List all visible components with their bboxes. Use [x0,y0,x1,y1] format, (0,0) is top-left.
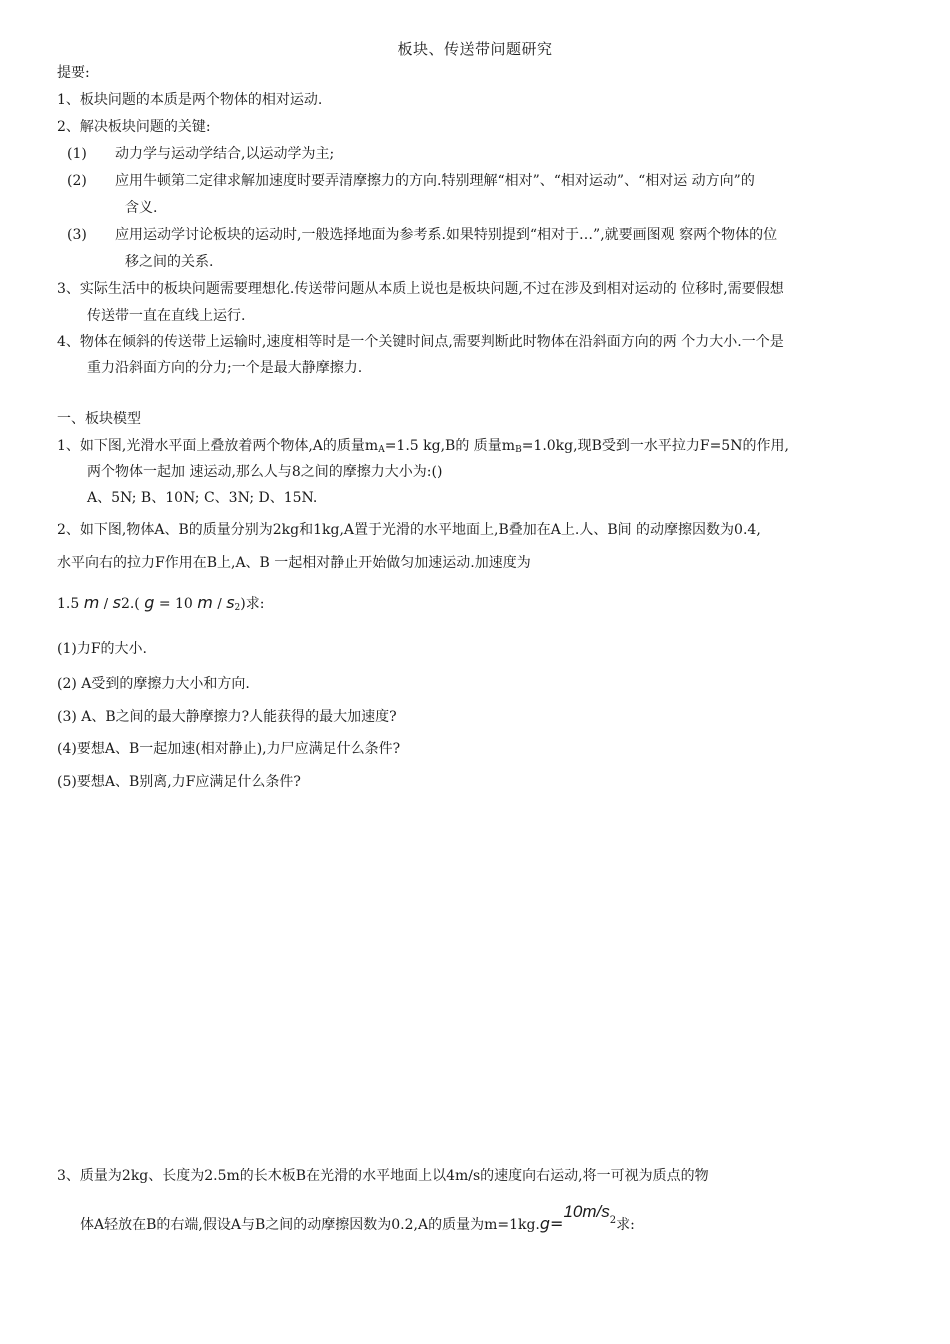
question-2-ask: )求: [240,596,265,612]
acceleration-value: 1.5 [57,596,80,612]
key-item-3 [67,226,777,244]
question-3-continued [80,1202,635,1236]
document-title: 板块、传送带问题研究 [397,40,553,58]
question-3-gravity-exponent: 2 [609,1215,617,1226]
question-3: 3、质量为2kg、长度为2.5m的长木板B在光滑的水平地面上以4m/s的速度向右运动,将一可视为质点的物 [57,1168,709,1184]
question-2-continued: 水平向右的拉力F作用在B上,A、B 一起相对静止开始做匀加速运动.加速度为 [57,555,531,571]
key-item-3-text: 应用运动学讨论板块的运动时,一般选择地面为参考系.如果特别提到“相对于…”,就要画图观 察两个物体的位 [115,227,778,243]
question-1-continued: 两个物体一起加 速运动,那么人与8之间的摩擦力大小为:() [87,464,443,480]
key-item-1 [67,145,334,163]
sub-question-1: (1)力F的大小. [57,641,147,657]
question-3-gravity-symbol: g= [539,1214,564,1233]
unit-slash: / [103,597,109,612]
sub-question-3: (3) A、B之间的最大静摩擦力?人能获得的最大加速度? [57,709,397,725]
question-2-acceleration [57,592,264,619]
summary-point-4-continued: 重力沿斜面方向的分力;一个是最大静摩擦力. [87,360,363,376]
summary-point-3-continued: 传送带一直在直线上运行. [87,308,246,324]
gravity-value: = 10 [158,596,193,612]
key-item-1-text: 动力学与运动学结合,以运动学为主; [115,146,335,162]
key-item-2-continued: 含义. [125,200,158,216]
unit-m: m [83,593,100,612]
question-1-options: A、5N; B、10N; C、3N; D、15N. [87,490,318,506]
question-1-subscript-a: A [378,445,385,455]
gravity-unit-exponent: 2 [234,603,241,613]
question-1-subscript-b: B [515,445,522,455]
question-1 [57,437,789,459]
sub-question-5: (5)要想A、B别离,力F应满足什么条件? [57,774,301,790]
gravity-unit-s: s [226,593,235,612]
gravity-unit-slash: / [217,597,222,612]
gravity-unit-m: m [197,593,213,612]
key-item-3-number: (3) [67,227,87,243]
unit-exponent: 2.( [120,596,140,612]
summary-label: 提要: [57,65,90,81]
question-1-part-c: =1.0kg,现B受到一水平拉力F=5N的作用, [521,438,789,454]
question-2: 2、如下图,物体A、B的质量分别为2kg和1kg,A置于光滑的水平地面上,B叠加在A上.人、B间 的动摩擦因数为0.4, [57,522,761,538]
summary-point-2: 2、解决板块问题的关键: [57,119,211,135]
question-1-part-b: =1.5 kg,B的 质量m [384,438,516,454]
question-3-text: 体A轻放在B的右端,假设A与B之间的动摩擦因数为0.2,A的质量为m=1kg. [80,1217,540,1233]
sub-question-4: (4)要想A、B一起加速(相对静止),力尸应满足什么条件? [57,741,401,757]
question-3-ask: 求: [616,1217,635,1233]
summary-point-3: 3、实际生活中的板块问题需要理想化.传送带问题从本质上说也是板块问题,不过在涉及到相对运动的 位移时,需要假想 [57,281,784,297]
unit-s: s [112,593,121,612]
question-1-part-a: 1、如下图,光滑水平面上叠放着两个物体,A的质量m [57,438,379,454]
gravity-symbol: g [144,593,155,612]
key-item-3-continued: 移之间的关系. [125,254,214,270]
summary-point-1: 1、板块问题的本质是两个物体的相对运动. [57,92,323,108]
sub-question-2: (2) A受到的摩擦力大小和方向. [57,676,250,692]
key-item-2-number: (2) [67,173,87,189]
key-item-2-text: 应用牛顿第二定律求解加速度时要弄清摩擦力的方向.特别理解“相对”、“相对运动”、“相对运 动方向”的 [115,173,755,189]
section-heading: 一、板块模型 [57,411,141,427]
summary-point-4: 4、物体在倾斜的传送带上运输时,速度相等时是一个关键时间点,需要判断此时物体在沿斜面方向的两 个力大小.一个是 [57,334,784,350]
question-3-gravity-value: 10m/s [563,1202,610,1221]
key-item-1-number: (1) [67,146,87,162]
key-item-2 [67,172,755,190]
